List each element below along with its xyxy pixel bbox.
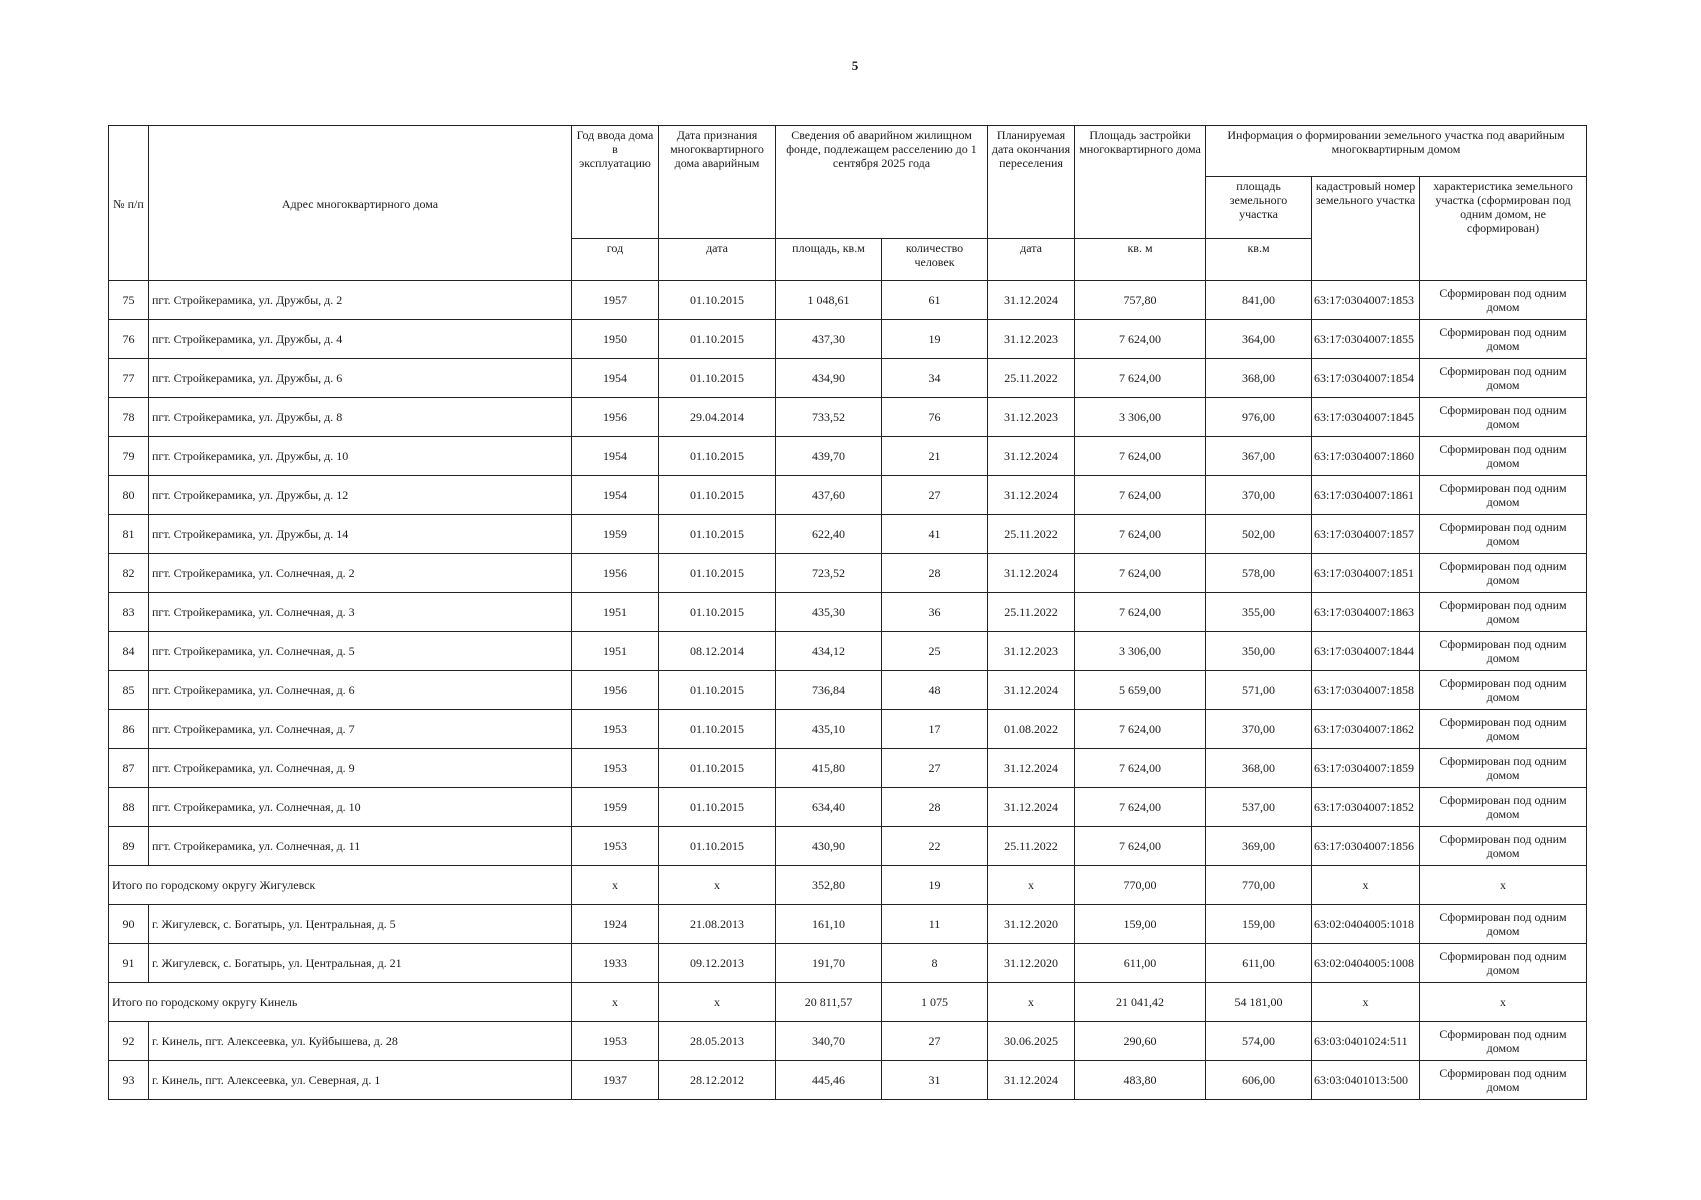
row-number: 90 xyxy=(109,905,149,944)
row-address: пгт. Стройкерамика, ул. Солнечная, д. 10 xyxy=(149,788,572,827)
row-land-char: Сформирован под одним домом xyxy=(1420,476,1587,515)
row-area: 415,80 xyxy=(776,749,882,788)
row-people: 28 xyxy=(882,554,988,593)
table-row xyxy=(109,827,1587,866)
total-row xyxy=(109,983,1587,1022)
row-address: пгт. Стройкерамика, ул. Солнечная, д. 9 xyxy=(149,749,572,788)
row-land-char: Сформирован под одним домом xyxy=(1420,749,1587,788)
row-people: 27 xyxy=(882,749,988,788)
row-people: 19 xyxy=(882,320,988,359)
row-building-area: 7 624,00 xyxy=(1075,827,1206,866)
table-row xyxy=(109,710,1587,749)
header-fund-info: Сведения об аварийном жилищном фонде, подлежащем расселению до 1 сентября 2025 года xyxy=(776,126,988,239)
row-recognition-date: 01.10.2015 xyxy=(659,554,776,593)
row-recognition-date: 01.10.2015 xyxy=(659,437,776,476)
header-land-char: характеристика земельного участка (сформирован под одним домом, не сформирован) xyxy=(1420,177,1587,281)
row-area: 161,10 xyxy=(776,905,882,944)
row-people: 76 xyxy=(882,398,988,437)
row-land-area: 606,00 xyxy=(1206,1061,1312,1100)
unit-area: площадь, кв.м xyxy=(776,239,882,281)
table-row xyxy=(109,593,1587,632)
table-row xyxy=(109,749,1587,788)
row-building-area: 290,60 xyxy=(1075,1022,1206,1061)
row-building-area: 7 624,00 xyxy=(1075,749,1206,788)
row-cadastral: x xyxy=(1312,983,1420,1022)
row-people: 28 xyxy=(882,788,988,827)
row-people: 1 075 xyxy=(882,983,988,1022)
header-land-info: Информация о формировании земельного участка под аварийным многоквартирным домом xyxy=(1206,126,1587,177)
row-building-area: 611,00 xyxy=(1075,944,1206,983)
header-address: Адрес многоквартирного дома xyxy=(149,126,572,281)
row-year: x xyxy=(572,983,659,1022)
row-building-area: 7 624,00 xyxy=(1075,437,1206,476)
row-number: 85 xyxy=(109,671,149,710)
row-year: 1950 xyxy=(572,320,659,359)
row-land-char: Сформирован под одним домом xyxy=(1420,593,1587,632)
row-year: 1924 xyxy=(572,905,659,944)
row-cadastral: 63:17:0304007:1862 xyxy=(1312,710,1420,749)
row-year: 1954 xyxy=(572,359,659,398)
row-planned-end: x xyxy=(988,866,1075,905)
row-address: пгт. Стройкерамика, ул. Солнечная, д. 5 xyxy=(149,632,572,671)
row-land-char: Сформирован под одним домом xyxy=(1420,632,1587,671)
table-header xyxy=(109,126,1587,281)
row-cadastral: 63:17:0304007:1857 xyxy=(1312,515,1420,554)
row-area: 634,40 xyxy=(776,788,882,827)
row-people: 34 xyxy=(882,359,988,398)
row-area: 20 811,57 xyxy=(776,983,882,1022)
row-area: 352,80 xyxy=(776,866,882,905)
row-cadastral: 63:17:0304007:1860 xyxy=(1312,437,1420,476)
row-cadastral: 63:17:0304007:1854 xyxy=(1312,359,1420,398)
row-building-area: 770,00 xyxy=(1075,866,1206,905)
row-cadastral: 63:17:0304007:1851 xyxy=(1312,554,1420,593)
row-year: 1953 xyxy=(572,710,659,749)
row-area: 733,52 xyxy=(776,398,882,437)
row-recognition-date: 21.08.2013 xyxy=(659,905,776,944)
row-land-area: 578,00 xyxy=(1206,554,1312,593)
row-people: 21 xyxy=(882,437,988,476)
unit-people: количество человек xyxy=(882,239,988,281)
table-row xyxy=(109,905,1587,944)
row-year: x xyxy=(572,866,659,905)
row-planned-end: x xyxy=(988,983,1075,1022)
row-planned-end: 25.11.2022 xyxy=(988,515,1075,554)
unit-kvm-land: кв.м xyxy=(1206,239,1312,281)
row-planned-end: 31.12.2024 xyxy=(988,749,1075,788)
row-recognition-date: 28.12.2012 xyxy=(659,1061,776,1100)
row-cadastral: 63:17:0304007:1861 xyxy=(1312,476,1420,515)
row-year: 1956 xyxy=(572,671,659,710)
row-address: пгт. Стройкерамика, ул. Дружбы, д. 12 xyxy=(149,476,572,515)
row-address: пгт. Стройкерамика, ул. Дружбы, д. 14 xyxy=(149,515,572,554)
emergency-housing-table xyxy=(108,125,1587,1100)
row-planned-end: 31.12.2024 xyxy=(988,437,1075,476)
row-land-char: Сформирован под одним домом xyxy=(1420,944,1587,983)
row-planned-end: 31.12.2023 xyxy=(988,320,1075,359)
row-number: 88 xyxy=(109,788,149,827)
row-building-area: 3 306,00 xyxy=(1075,398,1206,437)
row-year: 1933 xyxy=(572,944,659,983)
row-cadastral: 63:17:0304007:1863 xyxy=(1312,593,1420,632)
row-people: 61 xyxy=(882,281,988,320)
row-year: 1956 xyxy=(572,398,659,437)
row-recognition-date: x xyxy=(659,983,776,1022)
row-cadastral: 63:17:0304007:1853 xyxy=(1312,281,1420,320)
row-land-char: Сформирован под одним домом xyxy=(1420,554,1587,593)
row-number: 83 xyxy=(109,593,149,632)
row-planned-end: 31.12.2020 xyxy=(988,944,1075,983)
row-land-area: 350,00 xyxy=(1206,632,1312,671)
row-land-area: 368,00 xyxy=(1206,359,1312,398)
row-land-char: Сформирован под одним домом xyxy=(1420,1022,1587,1061)
row-land-char: Сформирован под одним домом xyxy=(1420,905,1587,944)
row-number: 87 xyxy=(109,749,149,788)
row-land-char: Сформирован под одним домом xyxy=(1420,437,1587,476)
row-land-area: 370,00 xyxy=(1206,710,1312,749)
row-address: пгт. Стройкерамика, ул. Солнечная, д. 2 xyxy=(149,554,572,593)
row-cadastral: x xyxy=(1312,866,1420,905)
header-year-intro: Год ввода дома в эксплуатацию xyxy=(572,126,659,239)
table-row xyxy=(109,1061,1587,1100)
row-area: 723,52 xyxy=(776,554,882,593)
row-land-area: 571,00 xyxy=(1206,671,1312,710)
row-number: 91 xyxy=(109,944,149,983)
row-year: 1951 xyxy=(572,593,659,632)
row-address: пгт. Стройкерамика, ул. Дружбы, д. 10 xyxy=(149,437,572,476)
row-area: 434,90 xyxy=(776,359,882,398)
unit-date: дата xyxy=(659,239,776,281)
row-planned-end: 31.12.2024 xyxy=(988,476,1075,515)
row-building-area: 7 624,00 xyxy=(1075,515,1206,554)
row-year: 1959 xyxy=(572,788,659,827)
row-cadastral: 63:17:0304007:1845 xyxy=(1312,398,1420,437)
row-area: 434,12 xyxy=(776,632,882,671)
row-land-area: 574,00 xyxy=(1206,1022,1312,1061)
row-number: 79 xyxy=(109,437,149,476)
row-year: 1954 xyxy=(572,476,659,515)
row-recognition-date: 01.10.2015 xyxy=(659,710,776,749)
row-cadastral: 63:17:0304007:1855 xyxy=(1312,320,1420,359)
row-area: 437,30 xyxy=(776,320,882,359)
row-people: 8 xyxy=(882,944,988,983)
row-recognition-date: 01.10.2015 xyxy=(659,515,776,554)
row-number: 82 xyxy=(109,554,149,593)
row-address: пгт. Стройкерамика, ул. Солнечная, д. 3 xyxy=(149,593,572,632)
header-num: № п/п xyxy=(109,126,149,281)
row-year: 1953 xyxy=(572,1022,659,1061)
row-building-area: 7 624,00 xyxy=(1075,788,1206,827)
row-year: 1957 xyxy=(572,281,659,320)
table-row xyxy=(109,320,1587,359)
row-planned-end: 25.11.2022 xyxy=(988,593,1075,632)
row-planned-end: 25.11.2022 xyxy=(988,359,1075,398)
total-label: Итого по городскому округу Жигулевск xyxy=(109,866,572,905)
table-row xyxy=(109,359,1587,398)
row-address: г. Кинель, пгт. Алексеевка, ул. Северная, д. 1 xyxy=(149,1061,572,1100)
row-address: пгт. Стройкерамика, ул. Солнечная, д. 6 xyxy=(149,671,572,710)
header-planned-end: Планируемая дата окончания переселения xyxy=(988,126,1075,239)
row-address: пгт. Стройкерамика, ул. Дружбы, д. 8 xyxy=(149,398,572,437)
row-people: 17 xyxy=(882,710,988,749)
row-building-area: 159,00 xyxy=(1075,905,1206,944)
row-area: 1 048,61 xyxy=(776,281,882,320)
row-land-area: 355,00 xyxy=(1206,593,1312,632)
row-number: 93 xyxy=(109,1061,149,1100)
row-recognition-date: 01.10.2015 xyxy=(659,827,776,866)
row-people: 27 xyxy=(882,1022,988,1061)
row-land-char: Сформирован под одним домом xyxy=(1420,320,1587,359)
row-cadastral: 63:17:0304007:1859 xyxy=(1312,749,1420,788)
row-number: 78 xyxy=(109,398,149,437)
row-address: пгт. Стройкерамика, ул. Солнечная, д. 7 xyxy=(149,710,572,749)
row-building-area: 757,80 xyxy=(1075,281,1206,320)
row-area: 437,60 xyxy=(776,476,882,515)
row-cadastral: 63:02:0404005:1018 xyxy=(1312,905,1420,944)
housing-table-wrapper xyxy=(108,125,1587,1100)
row-area: 435,30 xyxy=(776,593,882,632)
row-building-area: 7 624,00 xyxy=(1075,593,1206,632)
row-area: 736,84 xyxy=(776,671,882,710)
row-planned-end: 31.12.2023 xyxy=(988,632,1075,671)
row-people: 36 xyxy=(882,593,988,632)
row-year: 1937 xyxy=(572,1061,659,1100)
page-number: 5 xyxy=(851,58,859,73)
row-land-area: 54 181,00 xyxy=(1206,983,1312,1022)
row-number: 86 xyxy=(109,710,149,749)
row-land-area: 770,00 xyxy=(1206,866,1312,905)
row-people: 41 xyxy=(882,515,988,554)
row-building-area: 7 624,00 xyxy=(1075,320,1206,359)
total-row xyxy=(109,866,1587,905)
table-row xyxy=(109,476,1587,515)
row-cadastral: 63:17:0304007:1856 xyxy=(1312,827,1420,866)
row-land-area: 976,00 xyxy=(1206,398,1312,437)
row-land-char: x xyxy=(1420,983,1587,1022)
row-year: 1953 xyxy=(572,749,659,788)
table-row xyxy=(109,515,1587,554)
row-address: пгт. Стройкерамика, ул. Дружбы, д. 4 xyxy=(149,320,572,359)
row-cadastral: 63:17:0304007:1844 xyxy=(1312,632,1420,671)
row-area: 191,70 xyxy=(776,944,882,983)
row-address: пгт. Стройкерамика, ул. Солнечная, д. 11 xyxy=(149,827,572,866)
table-body xyxy=(109,281,1587,1100)
total-label: Итого по городскому округу Кинель xyxy=(109,983,572,1022)
row-land-area: 369,00 xyxy=(1206,827,1312,866)
row-planned-end: 30.06.2025 xyxy=(988,1022,1075,1061)
row-recognition-date: 29.04.2014 xyxy=(659,398,776,437)
row-year: 1953 xyxy=(572,827,659,866)
row-address: г. Жигулевск, с. Богатырь, ул. Центральная, д. 5 xyxy=(149,905,572,944)
row-year: 1954 xyxy=(572,437,659,476)
row-land-char: Сформирован под одним домом xyxy=(1420,710,1587,749)
row-recognition-date: 01.10.2015 xyxy=(659,281,776,320)
row-recognition-date: 01.10.2015 xyxy=(659,320,776,359)
row-people: 11 xyxy=(882,905,988,944)
table-row xyxy=(109,1022,1587,1061)
row-building-area: 7 624,00 xyxy=(1075,476,1206,515)
row-people: 48 xyxy=(882,671,988,710)
row-number: 89 xyxy=(109,827,149,866)
row-land-char: Сформирован под одним домом xyxy=(1420,1061,1587,1100)
row-recognition-date: 09.12.2013 xyxy=(659,944,776,983)
row-land-char: Сформирован под одним домом xyxy=(1420,827,1587,866)
row-land-area: 841,00 xyxy=(1206,281,1312,320)
header-date-recognition: Дата признания многоквартирного дома аварийным xyxy=(659,126,776,239)
row-people: 31 xyxy=(882,1061,988,1100)
row-cadastral: 63:03:0401024:511 xyxy=(1312,1022,1420,1061)
row-people: 25 xyxy=(882,632,988,671)
unit-kvm: кв. м xyxy=(1075,239,1206,281)
unit-date-end: дата xyxy=(988,239,1075,281)
table-row xyxy=(109,944,1587,983)
row-number: 75 xyxy=(109,281,149,320)
row-building-area: 5 659,00 xyxy=(1075,671,1206,710)
row-cadastral: 63:17:0304007:1858 xyxy=(1312,671,1420,710)
row-building-area: 21 041,42 xyxy=(1075,983,1206,1022)
row-land-char: x xyxy=(1420,866,1587,905)
table-row xyxy=(109,788,1587,827)
header-land-area: площадь земельного участка xyxy=(1206,177,1312,239)
row-people: 22 xyxy=(882,827,988,866)
row-land-area: 537,00 xyxy=(1206,788,1312,827)
row-building-area: 7 624,00 xyxy=(1075,554,1206,593)
row-address: г. Жигулевск, с. Богатырь, ул. Центральная, д. 21 xyxy=(149,944,572,983)
row-address: пгт. Стройкерамика, ул. Дружбы, д. 2 xyxy=(149,281,572,320)
row-recognition-date: 01.10.2015 xyxy=(659,359,776,398)
row-planned-end: 31.12.2023 xyxy=(988,398,1075,437)
row-number: 77 xyxy=(109,359,149,398)
table-row xyxy=(109,632,1587,671)
row-area: 435,10 xyxy=(776,710,882,749)
row-land-area: 159,00 xyxy=(1206,905,1312,944)
row-land-area: 367,00 xyxy=(1206,437,1312,476)
row-number: 84 xyxy=(109,632,149,671)
row-address: г. Кинель, пгт. Алексеевка, ул. Куйбышева, д. 28 xyxy=(149,1022,572,1061)
table-row xyxy=(109,281,1587,320)
row-recognition-date: 01.10.2015 xyxy=(659,593,776,632)
table-row xyxy=(109,554,1587,593)
row-building-area: 3 306,00 xyxy=(1075,632,1206,671)
row-area: 445,46 xyxy=(776,1061,882,1100)
row-planned-end: 25.11.2022 xyxy=(988,827,1075,866)
row-number: 80 xyxy=(109,476,149,515)
row-planned-end: 31.12.2024 xyxy=(988,554,1075,593)
row-people: 19 xyxy=(882,866,988,905)
row-land-char: Сформирован под одним домом xyxy=(1420,359,1587,398)
row-land-area: 364,00 xyxy=(1206,320,1312,359)
row-cadastral: 63:02:0404005:1008 xyxy=(1312,944,1420,983)
row-planned-end: 31.12.2020 xyxy=(988,905,1075,944)
row-building-area: 483,80 xyxy=(1075,1061,1206,1100)
row-planned-end: 01.08.2022 xyxy=(988,710,1075,749)
row-land-char: Сформирован под одним домом xyxy=(1420,281,1587,320)
row-year: 1951 xyxy=(572,632,659,671)
row-land-char: Сформирован под одним домом xyxy=(1420,515,1587,554)
row-area: 622,40 xyxy=(776,515,882,554)
row-recognition-date: x xyxy=(659,866,776,905)
row-area: 439,70 xyxy=(776,437,882,476)
row-planned-end: 31.12.2024 xyxy=(988,788,1075,827)
row-land-area: 611,00 xyxy=(1206,944,1312,983)
row-recognition-date: 08.12.2014 xyxy=(659,632,776,671)
row-address: пгт. Стройкерамика, ул. Дружбы, д. 6 xyxy=(149,359,572,398)
row-number: 81 xyxy=(109,515,149,554)
row-year: 1956 xyxy=(572,554,659,593)
table-row xyxy=(109,671,1587,710)
row-land-area: 370,00 xyxy=(1206,476,1312,515)
row-cadastral: 63:03:0401013:500 xyxy=(1312,1061,1420,1100)
row-planned-end: 31.12.2024 xyxy=(988,281,1075,320)
row-planned-end: 31.12.2024 xyxy=(988,671,1075,710)
row-recognition-date: 01.10.2015 xyxy=(659,671,776,710)
row-building-area: 7 624,00 xyxy=(1075,359,1206,398)
row-recognition-date: 01.10.2015 xyxy=(659,749,776,788)
row-recognition-date: 28.05.2013 xyxy=(659,1022,776,1061)
row-cadastral: 63:17:0304007:1852 xyxy=(1312,788,1420,827)
table-row xyxy=(109,437,1587,476)
row-people: 27 xyxy=(882,476,988,515)
header-building-area: Площадь застройки многоквартирного дома xyxy=(1075,126,1206,239)
row-number: 76 xyxy=(109,320,149,359)
row-land-area: 502,00 xyxy=(1206,515,1312,554)
row-area: 430,90 xyxy=(776,827,882,866)
row-recognition-date: 01.10.2015 xyxy=(659,476,776,515)
row-number: 92 xyxy=(109,1022,149,1061)
table-row xyxy=(109,398,1587,437)
row-land-char: Сформирован под одним домом xyxy=(1420,788,1587,827)
row-land-char: Сформирован под одним домом xyxy=(1420,671,1587,710)
row-building-area: 7 624,00 xyxy=(1075,710,1206,749)
row-area: 340,70 xyxy=(776,1022,882,1061)
header-cadastral: кадастровый номер земельного участка xyxy=(1312,177,1420,281)
row-land-char: Сформирован под одним домом xyxy=(1420,398,1587,437)
row-land-area: 368,00 xyxy=(1206,749,1312,788)
row-planned-end: 31.12.2024 xyxy=(988,1061,1075,1100)
row-recognition-date: 01.10.2015 xyxy=(659,788,776,827)
unit-year: год xyxy=(572,239,659,281)
row-year: 1959 xyxy=(572,515,659,554)
